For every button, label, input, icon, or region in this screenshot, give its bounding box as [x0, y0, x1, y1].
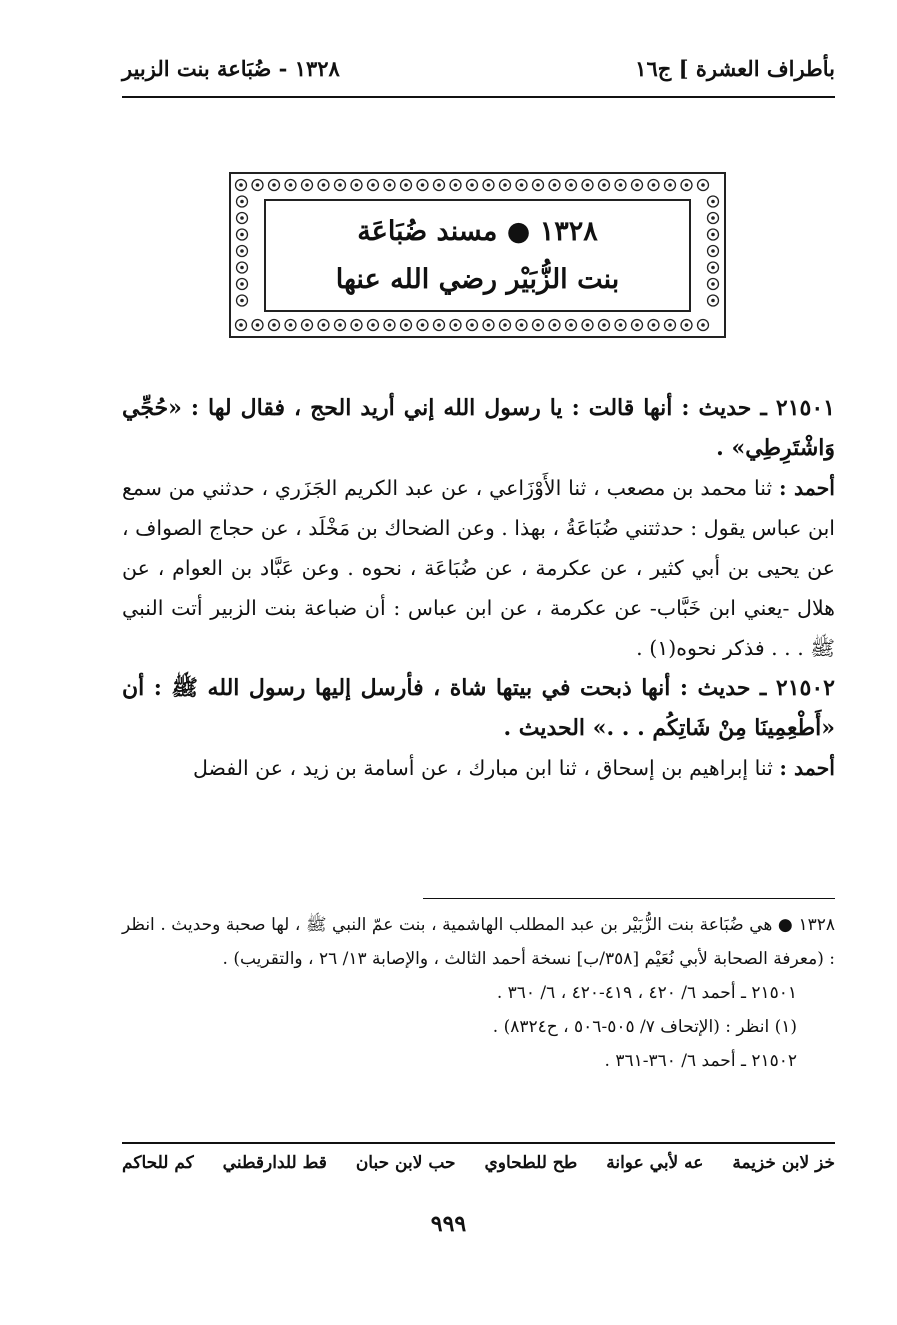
ornament-flower-icon	[467, 320, 478, 331]
footnote-biography: ١٣٢٨ ● هي ضُبَاعة بنت الزُّبَيْر بن عبد المطلب الهاشمية ، بنت عمّ النبي ﷺ ، لها صحبة وحديث . انظر : (معرفة الصحابة لأبي نُعَيْم [٣٥٨/ب] نسخة أحمد الثالث ، والإصابة ١٣/ ٢٦ ، والتقريب) .	[122, 915, 835, 969]
ornament-flower-icon	[632, 180, 643, 191]
ornament-flower-icon	[566, 320, 577, 331]
ornament-flower-icon	[516, 180, 527, 191]
ornament-flower-icon	[708, 279, 719, 290]
ornament-flower-icon	[335, 320, 346, 331]
main-text	[122, 388, 835, 788]
ornament-flower-icon	[708, 196, 719, 207]
ornament-flower-icon	[582, 180, 593, 191]
page-number: ٩٩٩	[430, 1211, 467, 1237]
ornament-flower-icon	[368, 320, 379, 331]
ornament-flower-icon	[434, 180, 445, 191]
header-rule	[122, 96, 835, 98]
ornament-flower-icon	[708, 295, 719, 306]
ornament-flower-icon	[665, 180, 676, 191]
ornament-flower-icon	[434, 320, 445, 331]
ornament-flower-icon	[237, 295, 248, 306]
title-box	[264, 199, 691, 312]
source-label: أحمد :	[778, 476, 835, 500]
ornament-flower-icon	[708, 262, 719, 273]
ornament-flower-icon	[708, 246, 719, 257]
ornament-flower-icon	[500, 320, 511, 331]
ornament-flower-icon	[417, 320, 428, 331]
ornament-flower-icon	[450, 180, 461, 191]
running-header-left: ١٣٢٨ - ضُبَاعة بنت الزبير	[122, 55, 340, 81]
ornament-flower-icon	[708, 229, 719, 240]
abbreviation-item: كم للحاكم	[122, 1153, 194, 1173]
ornament-flower-icon	[648, 320, 659, 331]
ornament-flower-icon	[237, 262, 248, 273]
ornament-flower-icon	[599, 320, 610, 331]
hadith-number: ٢١٥٠١ ـ حديث :	[681, 395, 835, 421]
ornament-flower-icon	[533, 320, 544, 331]
source-label: أحمد :	[779, 756, 835, 780]
hadith-text: أنها قالت : يا رسول الله إني أريد الحج ، فقال لها : «حُجِّي وَاشْتَرِطِي» .	[122, 395, 835, 461]
sanad-text: ثنا إبراهيم بن إسحاق ، ثنا ابن مبارك ، عن أسامة بن زيد ، عن الفضل	[193, 756, 780, 780]
ornament-flower-icon	[318, 180, 329, 191]
ornament-flower-icon	[533, 180, 544, 191]
abbreviation-item: خز لابن خزيمة	[732, 1153, 835, 1173]
footnote-ref: ٢١٥٠٢ ـ أحمد ٦/ ٣٦٠-٣٦١ .	[604, 1051, 797, 1071]
ornament-flower-icon	[665, 320, 676, 331]
ornament-flower-icon	[483, 320, 494, 331]
hadith-21502	[122, 668, 835, 748]
abbreviation-item: قط للدارقطني	[222, 1153, 327, 1173]
ornament-flower-icon	[252, 320, 263, 331]
ornament-flower-icon	[318, 320, 329, 331]
running-header	[122, 50, 835, 86]
ornament-flower-icon	[681, 320, 692, 331]
section-subtitle: بنت الزُّبَيْر رضي الله عنها	[335, 263, 620, 295]
abbreviations-rule	[122, 1142, 835, 1144]
ornament-flower-icon	[351, 180, 362, 191]
ornament-flower-icon	[237, 213, 248, 224]
ornament-flower-icon	[302, 180, 313, 191]
ornament-flower-icon	[648, 180, 659, 191]
footnote-ref: ٢١٥٠١ ـ أحمد ٦/ ٤٢٠ ، ٤١٩-٤٢٠ ، ٦/ ٣٦٠ .	[496, 983, 797, 1003]
ornament-flower-icon	[632, 320, 643, 331]
ornament-flower-icon	[237, 279, 248, 290]
hadith-text: أنها ذبحت في بيتها شاة ، فأرسل إليها رسول الله ﷺ : أن «أَطْعِمِينَا مِنْ شَاتِكُم . . .» الحديث .	[122, 675, 835, 741]
ornament-flower-icon	[401, 320, 412, 331]
ornament-flower-icon	[269, 320, 280, 331]
footnote-ref: (١) انظر : (الإتحاف ٧/ ٥٠٥-٥٠٦ ، ح٨٣٢٤) .	[492, 1017, 797, 1037]
ornament-flower-icon	[285, 180, 296, 191]
ornament-flower-icon	[302, 320, 313, 331]
ornament-flower-icon	[351, 320, 362, 331]
ornament-flower-icon	[549, 320, 560, 331]
ornament-flower-icon	[467, 180, 478, 191]
ornament-flower-icon	[483, 180, 494, 191]
ornament-flower-icon	[599, 180, 610, 191]
section-title: ١٣٢٨ ● مسند ضُبَاعَة	[357, 215, 598, 247]
ornament-flower-icon	[237, 229, 248, 240]
title-ornament-frame	[229, 172, 726, 338]
ornament-flower-icon	[368, 180, 379, 191]
ornament-flower-icon	[500, 180, 511, 191]
sanad-paragraph	[122, 748, 835, 788]
ornament-flower-icon	[566, 180, 577, 191]
ornament-flower-icon	[615, 180, 626, 191]
abbreviations-key	[122, 1153, 835, 1189]
hadith-number: ٢١٥٠٢ ـ حديث :	[679, 675, 835, 701]
ornament-flower-icon	[384, 180, 395, 191]
hadith-21501	[122, 388, 835, 468]
footnotes	[122, 908, 835, 1078]
ornament-flower-icon	[237, 246, 248, 257]
ornament-flower-icon	[335, 180, 346, 191]
ornament-flower-icon	[237, 196, 248, 207]
ornament-flower-icon	[615, 320, 626, 331]
abbreviation-item: حب لابن حبان	[355, 1153, 456, 1173]
ornament-flower-icon	[698, 320, 709, 331]
ornament-flower-icon	[516, 320, 527, 331]
sanad-paragraph	[122, 468, 835, 668]
ornament-flower-icon	[269, 180, 280, 191]
ornament-flower-icon	[236, 180, 247, 191]
ornament-flower-icon	[285, 320, 296, 331]
ornament-flower-icon	[549, 180, 560, 191]
ornament-flower-icon	[582, 320, 593, 331]
ornament-flower-icon	[401, 180, 412, 191]
ornament-flower-icon	[252, 180, 263, 191]
ornament-flower-icon	[236, 320, 247, 331]
abbreviation-item: عه لأبي عوانة	[606, 1153, 704, 1173]
ornament-flower-icon	[384, 320, 395, 331]
ornament-flower-icon	[417, 180, 428, 191]
ornament-flower-icon	[450, 320, 461, 331]
ornament-flower-icon	[708, 213, 719, 224]
sanad-text: ثنا محمد بن مصعب ، ثنا الأَوْزَاعي ، عن عبد الكريم الجَزَري ، حدثني من سمع ابن عباس يقول : حدثتني ضُبَاعَةُ ، بهذا . وعن الضحاك بن مَخْلَد ، عن حجاج الصواف ، عن يحيى بن أبي كثير ، عن عكرمة ، عن ضُبَاعَة ، نحوه . وعن عَبَّاد بن العوام ، عن هلال -يعني ابن خَبَّاب- عن عكرمة ، عن ابن عباس : أن ضباعة بنت الزبير أتت النبي ﷺ . . . فذكر نحوه(١) .	[122, 476, 835, 660]
ornament-flower-icon	[698, 180, 709, 191]
footnote-rule	[423, 898, 835, 899]
ornament-flower-icon	[681, 180, 692, 191]
running-header-right: بأطراف العشرة ] ج١٦	[635, 55, 835, 81]
abbreviation-item: طح للطحاوي	[484, 1153, 578, 1173]
